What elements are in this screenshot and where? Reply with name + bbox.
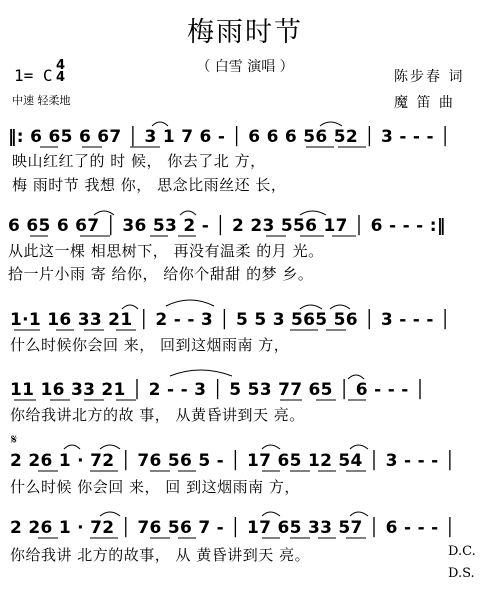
lyric-line-5: 什么时候 你会回 来， 回 到这烟雨南 方， — [10, 478, 300, 496]
segno-sign: 𝄋 — [11, 432, 18, 448]
lyric-line-6: 你给我讲 北方的故事， 从 黄昏讲到天 亮。 — [10, 546, 311, 564]
lyric-line-2-verse-1: 从此这一棵 相思树下， 再没有温柔 的月 光。 — [8, 242, 324, 260]
key-signature: 1= C — [14, 66, 53, 85]
lyricist-credit: 陈步春 词 — [394, 69, 465, 85]
staff-line-3: 1·1 16 33 21 │ 2 - - 3 │ 5 5 3 565 56 │ 3 - - - │ — [10, 310, 451, 330]
composer-credit: 魔 笛 曲 — [394, 95, 455, 111]
singer-credit: （ 白雪 演唱 ） — [196, 59, 294, 75]
song-title: 梅雨时节 — [187, 17, 303, 48]
lyric-line-1-verse-1: 映山红红了的 时 候， 你去了北 方， — [12, 152, 266, 170]
lyric-line-2-verse-2: 拾一片小雨 寄 给你， 给你个甜甜 的梦 乡。 — [8, 265, 314, 283]
time-signature-bottom: 4 — [56, 70, 66, 85]
staff-line-2: 6 65 6 67 │ 36 53 2 - │ 2 23 556 17 │ 6 - - - :‖ — [8, 216, 446, 236]
staff-line-4: 11 16 33 21 │ 2 - - 3 │ 5 53 77 65 │ 6 - - - │ — [10, 380, 426, 400]
tempo-marking: 中速 轻柔地 — [12, 94, 71, 107]
ds-marking: D.S. — [448, 566, 475, 581]
lyric-line-1-verse-2: 梅 雨时节 我想 你， 思念比雨丝还 长， — [12, 176, 287, 194]
staff-line-1: ‖: 6 65 6 67 │ 3 1 7 6 - │ 6 6 6 56 52 │ 3 - - - │ — [8, 127, 451, 147]
lyric-line-3: 什么时候你会回 来， 回到这烟雨南 方， — [10, 336, 290, 354]
staff-line-5: 2 26 1 · 72 │ 76 56 5 - │ 17 65 12 54 │ 3 - - - │ — [10, 451, 456, 471]
dc-marking: D.C. — [448, 544, 476, 559]
lyric-line-4: 你给我讲北方的故 事， 从黄昏讲到天 亮。 — [10, 406, 305, 424]
time-signature-top: 4 — [56, 58, 66, 73]
staff-line-6: 2 26 1 · 72 │ 76 56 7 - │ 17 65 33 57 │ 6 - - - │ — [10, 518, 456, 538]
